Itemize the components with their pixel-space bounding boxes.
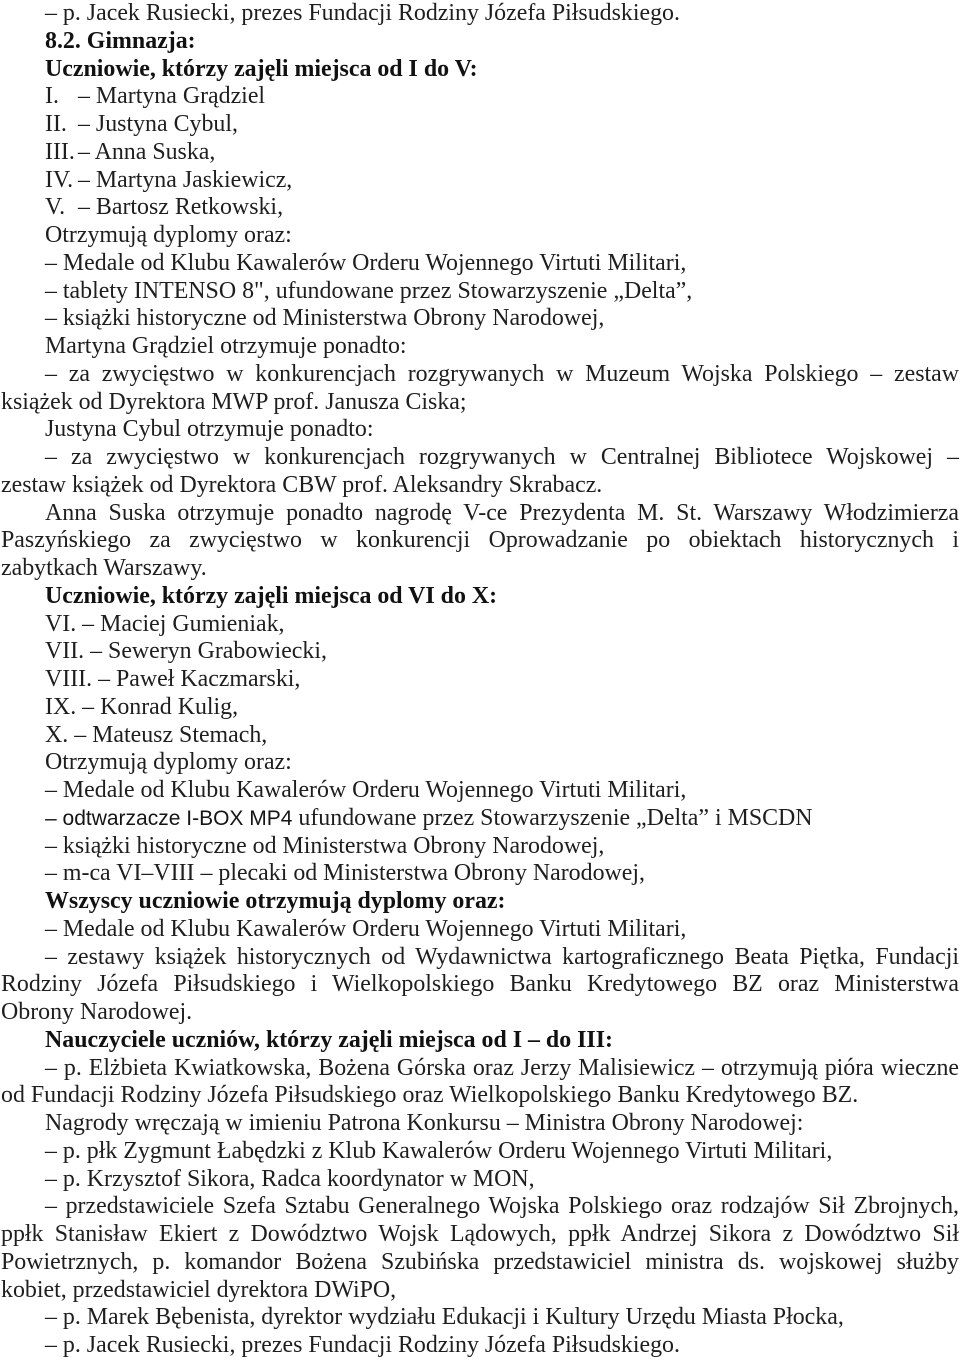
prize-item: – Medale od Klubu Kawalerów Orderu Wojennego Virtuti Militari, bbox=[45, 915, 687, 942]
diplomas-intro: Otrzymują dyplomy oraz: bbox=[45, 222, 292, 248]
presenters-intro: Nagrody wręczają w imieniu Patrona Konkursu – Ministra Obrony Narodowej: bbox=[45, 1110, 804, 1136]
place-number: III. bbox=[45, 138, 75, 165]
winner-row bbox=[1, 167, 959, 195]
presenter-item-line: – p. Jacek Rusiecki, prezes Fundacji Rodziny Józefa Piłsudskiego. bbox=[45, 0, 680, 26]
prize-product-name: – odtwarzacze I-BOX MP4 bbox=[45, 806, 293, 830]
winner-name: – Justyna Cybul, bbox=[78, 111, 238, 137]
extra-award-line: zestaw książek od Dyrektora CBW prof. Aleksandry Skrabacz. bbox=[1, 471, 603, 498]
presenter-item-line: – p. Krzysztof Sikora, Radca koordynator w MON, bbox=[45, 1165, 535, 1192]
place-number: VI. bbox=[45, 610, 77, 637]
extra-award-line: – za zwycięstwo w konkurencjach rozgrywanych w Centralnej Bibliotece Wojskowej – bbox=[45, 444, 959, 470]
teachers-award-line: od Fundacji Rodziny Józefa Piłsudskiego oraz Wielkopolskiego Banku Kredytowego BZ. bbox=[1, 1082, 859, 1109]
place-number: X. bbox=[45, 721, 69, 748]
extra-award-line: Paszyńskiego za zwycięstwo w konkurencji Oprowadzanie po obiektach historycznych i bbox=[1, 527, 959, 554]
winner-row bbox=[1, 139, 959, 167]
winner-name: – Maciej Gumieniak, bbox=[82, 610, 285, 637]
winner-name: – Martyna Grądziel bbox=[78, 83, 266, 110]
section-title: 8.2. Gimnazja: bbox=[45, 27, 196, 54]
winner-row bbox=[1, 111, 959, 139]
prize-item-line: Obrony Narodowej. bbox=[1, 999, 193, 1025]
place-number: IV. bbox=[45, 166, 74, 193]
winner-row bbox=[1, 638, 959, 666]
prize-item: – książki historyczne od Ministerstwa Obrony Narodowej, bbox=[45, 305, 605, 332]
presenter-item-line: – p. Marek Bębenista, dyrektor wydziału Edukacji i Kultury Urzędu Miasta Płocka, bbox=[45, 1304, 844, 1331]
extra-award-intro: Martyna Grądziel otrzymuje ponadto: bbox=[45, 333, 407, 359]
winner-name: – Konrad Kulig, bbox=[82, 693, 239, 720]
presenter-item-line: – przedstawiciele Szefa Sztabu Generalnego Wojska Polskiego oraz rodzajów Sił Zbrojnych, bbox=[45, 1193, 959, 1220]
place-number: IX. bbox=[45, 693, 77, 720]
winner-row bbox=[1, 83, 959, 111]
winner-name: – Paweł Kaczmarski, bbox=[98, 666, 301, 692]
extra-award-line: – za zwycięstwo w konkurencjach rozgrywanych w Muzeum Wojska Polskiego – zestaw bbox=[45, 360, 959, 387]
prize-item: – tablety INTENSO 8", ufundowane przez Stowarzyszenie „Delta”, bbox=[45, 277, 693, 304]
winner-name: – Seweryn Grabowiecki, bbox=[90, 638, 327, 665]
winner-row bbox=[1, 694, 959, 722]
presenter-item-line: – p. płk Zygmunt Łabędzki z Klub Kawalerów Orderu Wojennego Virtuti Militari, bbox=[45, 1137, 833, 1164]
prize-item-line: – zestawy książek historycznych od Wydawnictwa kartograficznego Beata Piętka, Fundacji bbox=[45, 943, 959, 970]
place-number: VIII. bbox=[45, 666, 93, 692]
extra-award-intro: Justyna Cybul otrzymuje ponadto: bbox=[45, 416, 374, 443]
winner-name: – Anna Suska, bbox=[78, 138, 216, 165]
group-heading: Uczniowie, którzy zajęli miejsca od VI do X: bbox=[45, 582, 498, 609]
extra-award-line: zabytkach Warszawy. bbox=[1, 555, 207, 581]
extra-award-line: książek od Dyrektora MWP prof. Janusza Ciska; bbox=[1, 388, 467, 415]
place-number: II. bbox=[45, 111, 67, 137]
prize-item bbox=[1, 805, 959, 833]
winner-name: – Bartosz Retkowski, bbox=[78, 194, 284, 221]
presenter-item-line: ppłk Stanisław Ekiert z Dowództwo Wojsk Lądowych, ppłk Andrzej Sikora z Dowództwo Sił bbox=[1, 1221, 959, 1247]
extra-award-line: Anna Suska otrzymuje ponadto nagrodę V-ce Prezydenta M. St. Warszawy Włodzimierza bbox=[45, 499, 959, 526]
presenter-item-line: Powietrznych, p. komandor Bożena Szubińska przedstawiciel ministra ds. wojskowej służby bbox=[1, 1248, 959, 1275]
prize-item: – Medale od Klubu Kawalerów Orderu Wojennego Virtuti Militari, bbox=[45, 249, 687, 276]
place-number: VII. bbox=[45, 638, 85, 665]
presenter-item-line: – p. Jacek Rusiecki, prezes Fundacji Rodziny Józefa Piłsudskiego. bbox=[45, 1332, 680, 1358]
group-heading: Uczniowie, którzy zajęli miejsca od I do V: bbox=[45, 55, 478, 82]
winner-name: – Mateusz Stemach, bbox=[74, 721, 268, 748]
place-number: V. bbox=[45, 194, 66, 221]
teachers-award-line: – p. Elżbieta Kwiatkowska, Bożena Górska oraz Jerzy Malisiewicz – otrzymują pióra wieczne bbox=[45, 1054, 959, 1081]
place-number: I. bbox=[45, 83, 59, 110]
winner-row bbox=[1, 666, 959, 694]
diplomas-intro: Otrzymują dyplomy oraz: bbox=[45, 749, 292, 776]
winner-row bbox=[1, 611, 959, 639]
prize-item: – książki historyczne od Ministerstwa Obrony Narodowej, bbox=[45, 832, 605, 859]
group-heading: Nauczyciele uczniów, którzy zajęli miejsca od I – do III: bbox=[45, 1026, 613, 1053]
prize-item-line: Rodziny Józefa Piłsudskiego i Wielkopolskiego Banku Kredytowego BZ oraz Ministerstwa bbox=[1, 971, 959, 998]
prize-item: – Medale od Klubu Kawalerów Orderu Wojennego Virtuti Militari, bbox=[45, 777, 687, 803]
group-heading: Wszyscy uczniowie otrzymują dyplomy oraz: bbox=[45, 888, 506, 914]
prize-item: – m-ca VI–VIII – plecaki od Ministerstwa Obrony Narodowej, bbox=[45, 860, 645, 887]
winner-name: – Martyna Jaskiewicz, bbox=[78, 166, 293, 193]
presenter-item-line: kobiet, przedstawiciel dyrektora DWiPO, bbox=[1, 1276, 397, 1303]
winner-row bbox=[1, 722, 959, 750]
winner-row bbox=[1, 194, 959, 222]
prize-sponsor-text: ufundowane przez Stowarzyszenie „Delta” i MSCDN bbox=[298, 804, 813, 831]
